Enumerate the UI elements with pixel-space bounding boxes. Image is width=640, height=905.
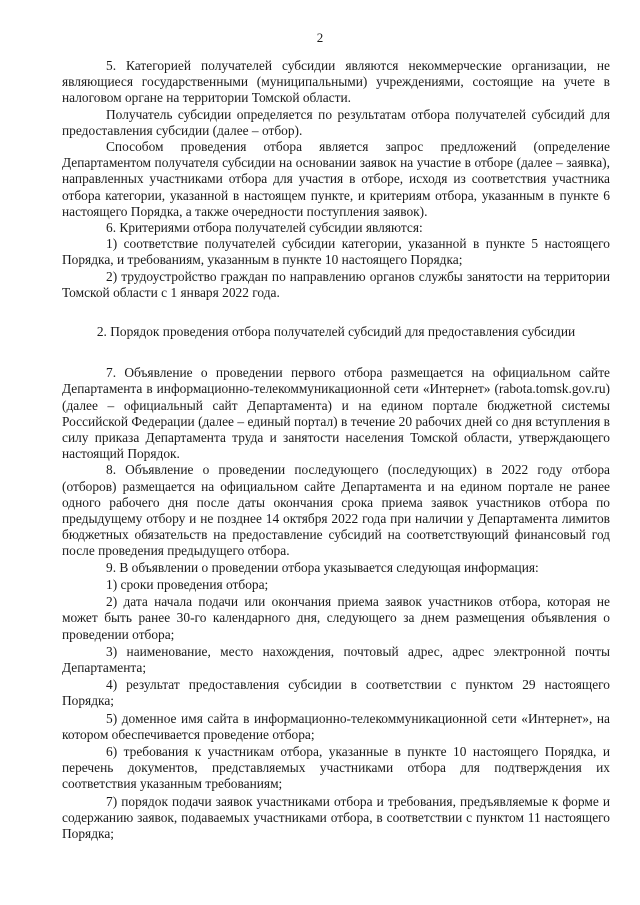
page-number: 2 [316,30,324,45]
paragraph-8-subsequent: 8. Объявление о проведении последующего (последующих) в 2022 году отбора (отборов) размещается на официальном сайте Департамента и на едином портале не ранее одного рабочего дня после даты окончания срока приема заявок участников отбора по предыдущему отбору и не позднее 14 октября 2022 года при наличии у Департамента лимитов бюджетных обязательств на предоставление субсидий на соответствующий финансовый год после проведения предыдущего отбора. [62,462,610,559]
info-item-2: 2) дата начала подачи или окончания приема заявок участников отбора, которая не может быть ранее 30-го календарного дня, следующего за днем размещения объявления о проведении отбора; [62,594,610,642]
paragraph-9-info: 9. В объявлении о проведении отбора указывается следующая информация: [106,559,539,575]
paragraph-recipient: Получатель субсидии определяется по результатам отбора получателей субсидий для предоставления субсидии (далее – отбор). [62,106,610,138]
document-body [62,58,610,842]
paragraph-6-criteria: 6. Критериями отбора получателей субсидии являются: [106,220,423,236]
paragraph-selection-method: Способом проведения отбора является запрос предложений (определение Департаментом получателя субсидии на основании заявок на участие в отборе (далее – заявка), направленных участниками отбора для участия в отборе, исходя из соответствия участника отбора категории, указанной в настоящем пункте, и критериям отбора, указанным в пункте 6 настоящего Порядка, а также очередности поступления заявок). [62,139,610,219]
info-item-7: 7) порядок подачи заявок участниками отбора и требования, предъявляемые к форме и содержанию заявок, подаваемых участниками отбора, в соответствии с пунктом 11 настоящего Порядка; [62,793,610,841]
paragraph-7-announcement: 7. Объявление о проведении первого отбора размещается на официальном сайте Департамента в информационно-телекоммуникационной сети «Интернет» (rabota.tomsk.gov.ru) (далее – официальный сайт Департамента) и на едином портале бюджетной системы Российской Федерации (далее – единый портал) в течение 20 рабочих дней со дня вступления в силу приказа Департамента труда и занятости населения Томской области, утверждающего настоящий Порядок. [62,365,610,462]
section-2-heading: 2. Порядок проведения отбора получателей субсидий для предоставления субсидии [96,324,576,340]
paragraph-5-category: 5. Категорией получателей субсидии являются некоммерческие организации, не являющиеся государственными (муниципальными) учреждениями, состоящие на учете в налоговом органе на территории Томской области. [62,58,610,106]
info-item-5: 5) доменное имя сайта в информационно-телекоммуникационной сети «Интернет», на котором обеспечивается проведение отбора; [62,710,610,742]
info-item-6: 6) требования к участникам отбора, указанные в пункте 10 настоящего Порядка, и перечень документов, представляемых участниками отбора для подтверждения их соответствия указанным требованиям; [62,743,610,792]
criteria-item-1: 1) соответствие получателей субсидии категории, указанной в пункте 5 настоящего Порядка, и требованиям, указанным в пункте 10 настоящего Порядка; [62,236,610,268]
info-item-4: 4) результат предоставления субсидии в соответствии с пунктом 29 настоящего Порядка; [62,677,610,709]
info-item-3: 3) наименование, место нахождения, почтовый адрес, адрес электронной почты Департамента; [62,643,610,675]
info-item-1: 1) сроки проведения отбора; [106,576,269,592]
criteria-item-2: 2) трудоустройство граждан по направлению органов службы занятости на территории Томской области с 1 января 2022 года. [62,268,610,300]
